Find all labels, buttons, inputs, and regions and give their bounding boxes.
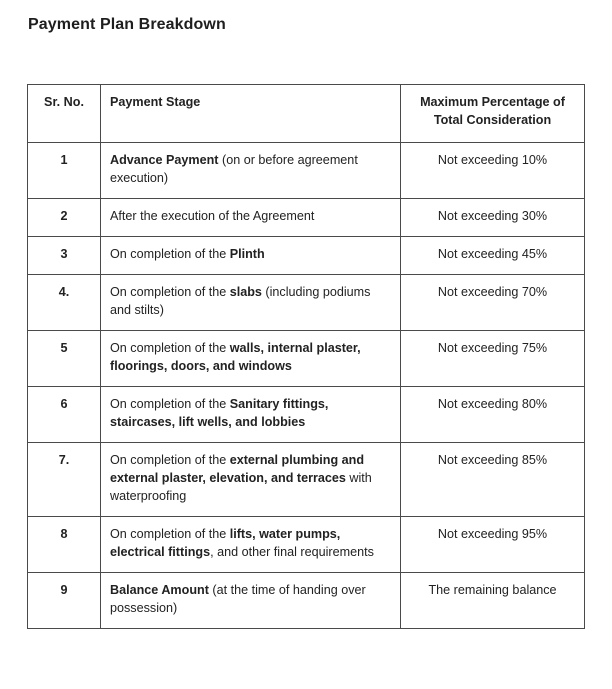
max-percentage-cell: Not exceeding 80% — [401, 387, 585, 443]
payment-stage-cell — [101, 237, 401, 275]
table-header-row — [28, 85, 585, 143]
sr-no-cell: 9 — [28, 573, 101, 629]
stage-text: with waterproofing — [110, 471, 372, 503]
header-payment-stage: Payment Stage — [101, 85, 401, 143]
stage-text: , and other final requirements — [210, 545, 374, 559]
max-percentage-cell: Not exceeding 45% — [401, 237, 585, 275]
sr-no-cell: 4. — [28, 275, 101, 331]
stage-emphasis-text: lifts, water pumps, electrical fittings — [110, 527, 341, 559]
table-row — [28, 275, 585, 331]
stage-text: On completion of the — [110, 397, 230, 411]
stage-emphasis-text: Advance Payment — [110, 153, 219, 167]
table-row — [28, 573, 585, 629]
max-percentage-cell: Not exceeding 10% — [401, 143, 585, 199]
sr-no-cell: 7. — [28, 443, 101, 517]
table-row — [28, 443, 585, 517]
stage-text: After the execution of the Agreement — [110, 209, 315, 223]
max-percentage-cell: Not exceeding 75% — [401, 331, 585, 387]
header-sr-no: Sr. No. — [28, 85, 101, 143]
stage-emphasis-text: Balance Amount — [110, 583, 209, 597]
table-body — [28, 143, 585, 629]
stage-text: (on or before agreement execution) — [110, 153, 358, 185]
payment-stage-cell — [101, 443, 401, 517]
table-row — [28, 517, 585, 573]
table-row — [28, 237, 585, 275]
payment-plan-table — [27, 84, 585, 629]
page-title: Payment Plan Breakdown — [28, 16, 226, 33]
payment-stage-cell — [101, 517, 401, 573]
table-row — [28, 143, 585, 199]
stage-emphasis-text: walls, internal plaster, floorings, doors, and windows — [110, 341, 361, 373]
sr-no-cell: 1 — [28, 143, 101, 199]
sr-no-cell: 5 — [28, 331, 101, 387]
stage-text: On completion of the — [110, 453, 230, 467]
table-row — [28, 387, 585, 443]
header-max-percentage: Maximum Percentage of Total Consideration — [401, 85, 585, 143]
stage-emphasis-text: external plumbing and external plaster, elevation, and terraces — [110, 453, 365, 485]
stage-emphasis-text: slabs — [229, 285, 262, 299]
max-percentage-cell: Not exceeding 70% — [401, 275, 585, 331]
sr-no-cell: 2 — [28, 199, 101, 237]
table-row — [28, 331, 585, 387]
stage-text: On completion of the — [110, 341, 230, 355]
stage-text: On completion of the — [110, 527, 230, 541]
stage-text: (including podiums and stilts) — [110, 285, 371, 317]
max-percentage-cell: Not exceeding 30% — [401, 199, 585, 237]
stage-emphasis-text: Plinth — [229, 247, 265, 261]
sr-no-cell: 3 — [28, 237, 101, 275]
sr-no-cell: 6 — [28, 387, 101, 443]
table-row — [28, 199, 585, 237]
payment-stage-cell — [101, 143, 401, 199]
max-percentage-cell: Not exceeding 85% — [401, 443, 585, 517]
max-percentage-cell: The remaining balance — [401, 573, 585, 629]
sr-no-cell: 8 — [28, 517, 101, 573]
stage-text: On completion of the — [110, 247, 230, 261]
payment-stage-cell — [101, 275, 401, 331]
payment-stage-cell — [101, 387, 401, 443]
max-percentage-cell: Not exceeding 95% — [401, 517, 585, 573]
stage-text: On completion of the — [110, 285, 230, 299]
payment-stage-cell — [101, 199, 401, 237]
payment-stage-cell — [101, 573, 401, 629]
stage-emphasis-text: Sanitary fittings, staircases, lift wells, and lobbies — [110, 397, 329, 429]
payment-stage-cell — [101, 331, 401, 387]
stage-text: (at the time of handing over possession) — [110, 583, 366, 615]
